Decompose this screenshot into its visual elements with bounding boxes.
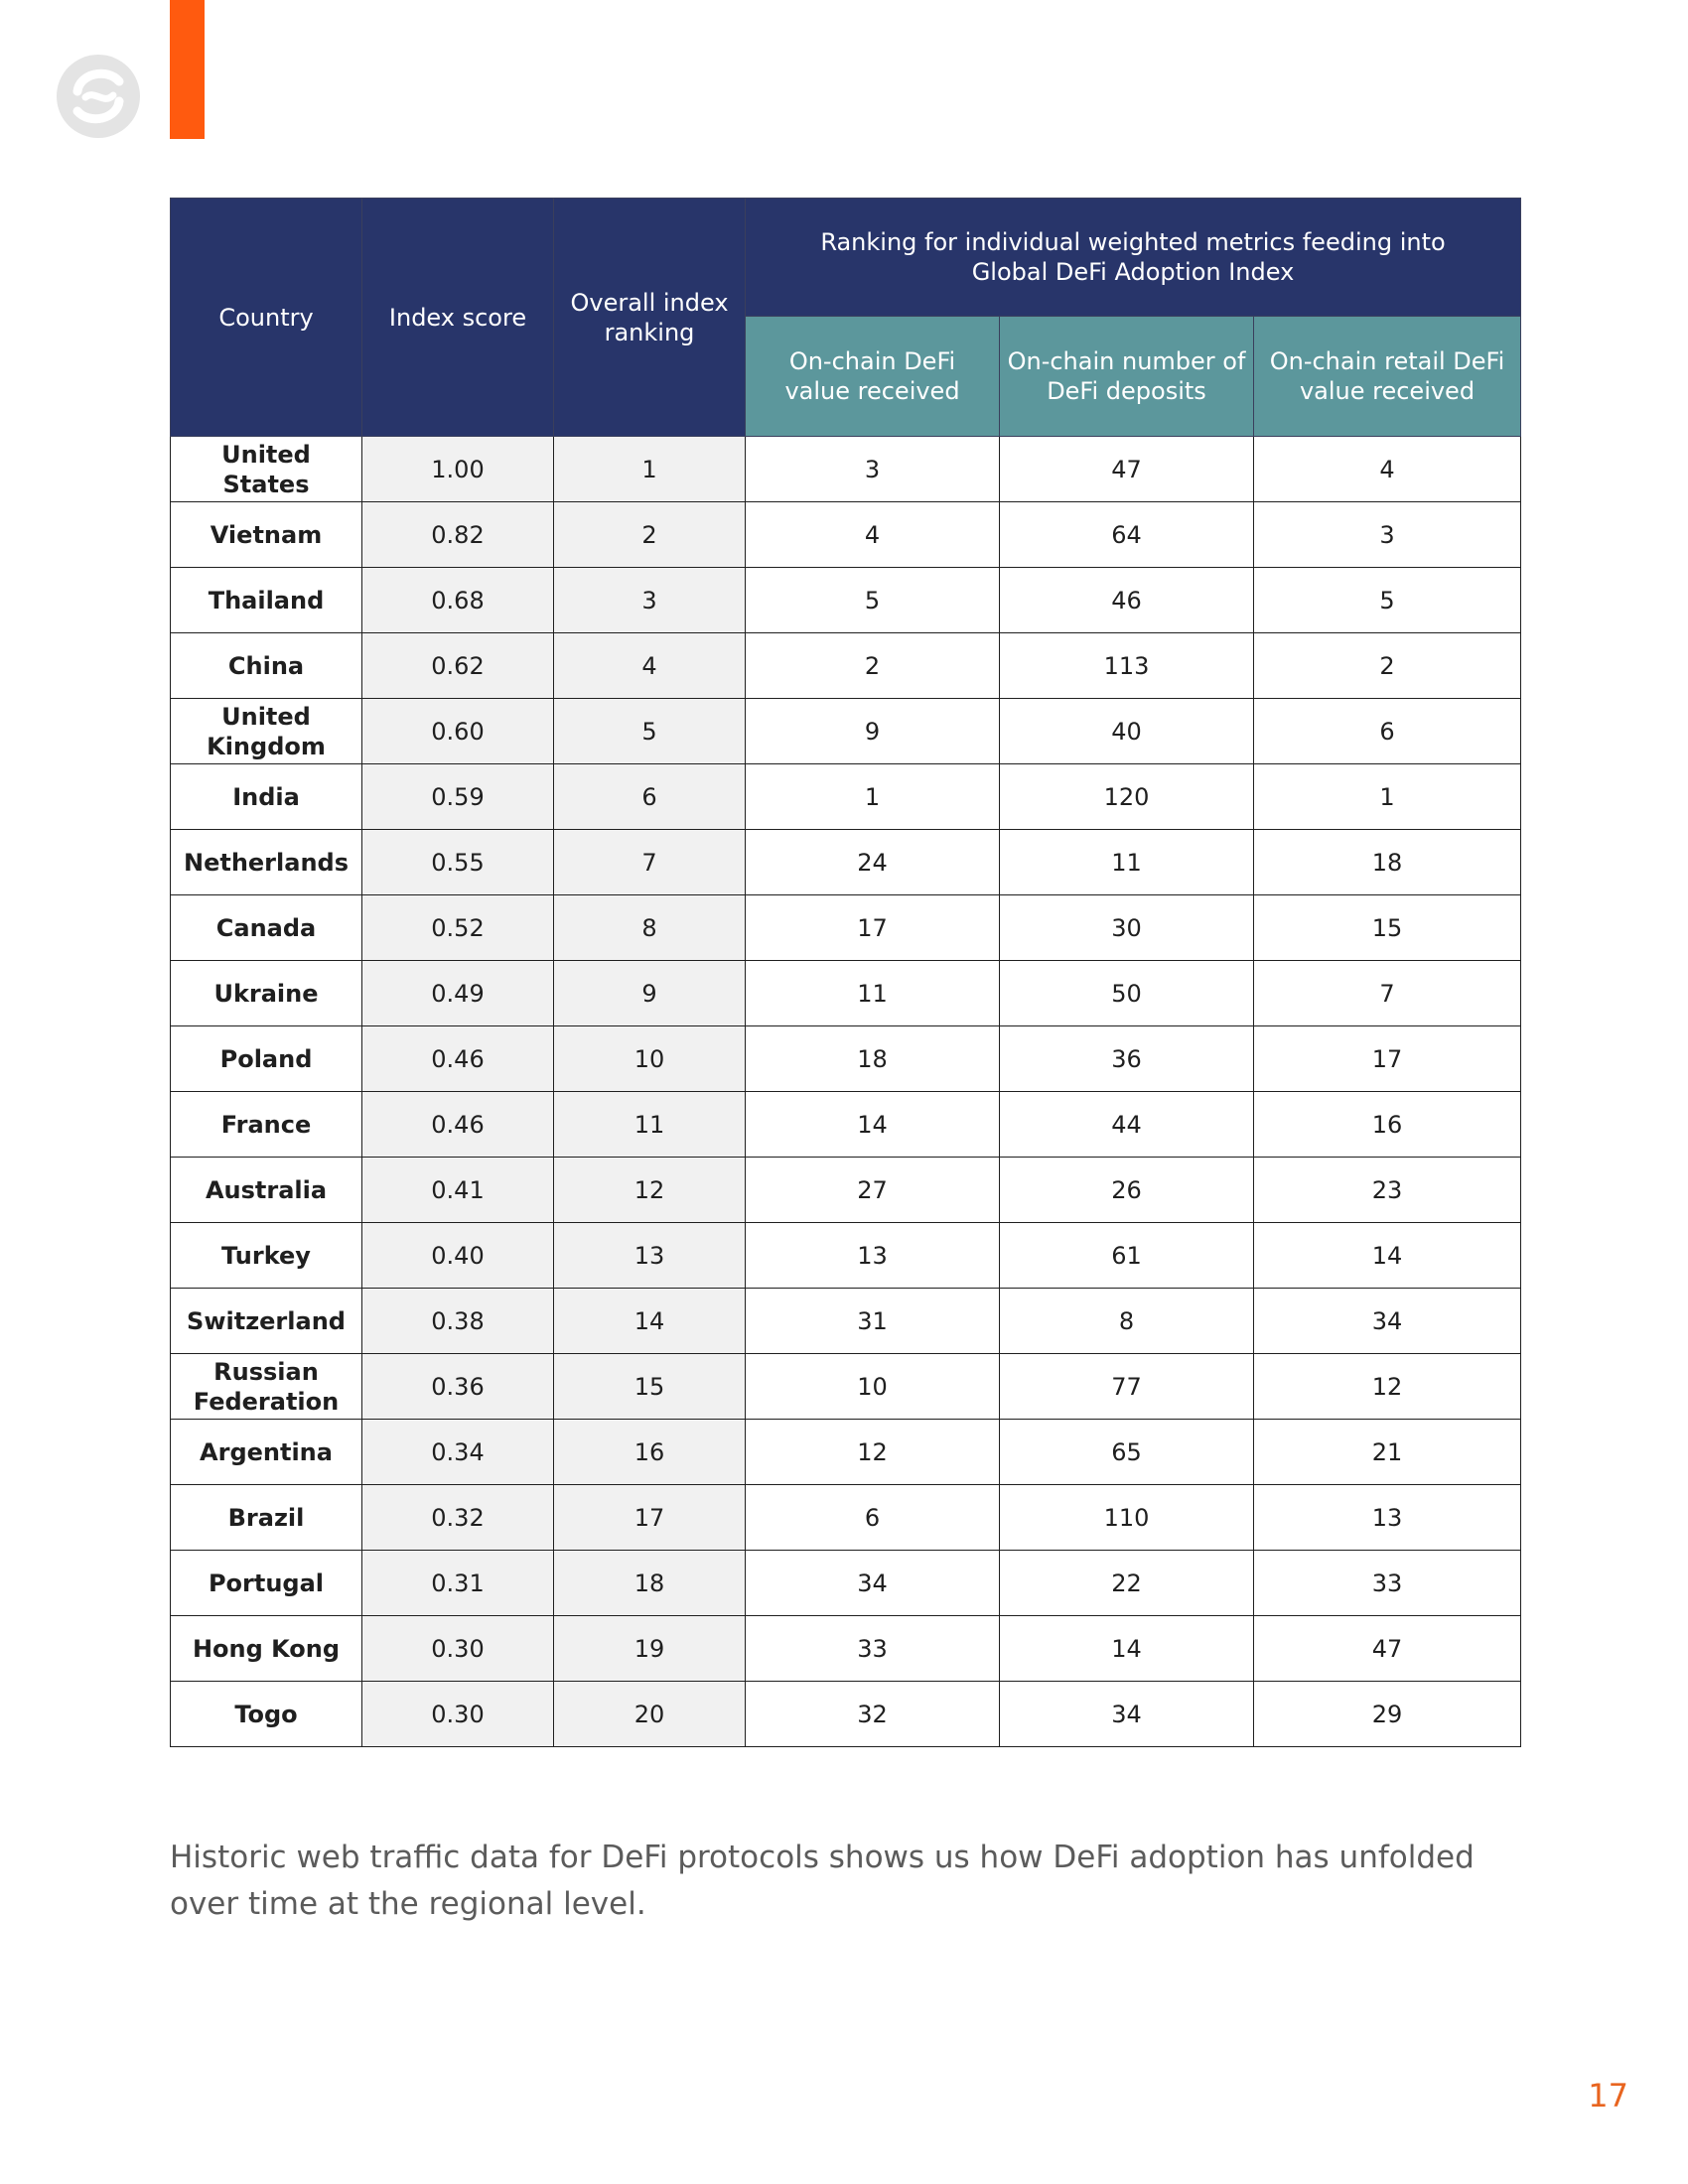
retail-value-rank-cell: 21 — [1254, 1420, 1521, 1485]
deposits-rank-cell: 113 — [1000, 633, 1254, 699]
table-row — [171, 633, 1521, 699]
table-row — [171, 502, 1521, 568]
chainalysis-logo-icon — [56, 54, 141, 139]
deposits-rank-cell: 26 — [1000, 1158, 1254, 1223]
overall-ranking-cell: 16 — [554, 1420, 746, 1485]
value-received-rank-cell: 4 — [746, 502, 1000, 568]
deposits-rank-cell: 120 — [1000, 764, 1254, 830]
header-overall-ranking: Overall index ranking — [554, 199, 746, 437]
country-cell: Australia — [171, 1158, 362, 1223]
overall-ranking-cell: 6 — [554, 764, 746, 830]
retail-value-rank-cell: 5 — [1254, 568, 1521, 633]
table-row — [171, 1420, 1521, 1485]
retail-value-rank-cell: 6 — [1254, 699, 1521, 764]
value-received-rank-cell: 5 — [746, 568, 1000, 633]
overall-ranking-cell: 13 — [554, 1223, 746, 1289]
table-row — [171, 764, 1521, 830]
header-index-score: Index score — [362, 199, 554, 437]
value-received-rank-cell: 11 — [746, 961, 1000, 1026]
index-score-cell: 0.30 — [362, 1616, 554, 1682]
value-received-rank-cell: 1 — [746, 764, 1000, 830]
index-score-cell: 0.34 — [362, 1420, 554, 1485]
table-row — [171, 895, 1521, 961]
country-cell: China — [171, 633, 362, 699]
overall-ranking-cell: 4 — [554, 633, 746, 699]
table-row — [171, 1551, 1521, 1616]
country-cell: Canada — [171, 895, 362, 961]
table-row — [171, 568, 1521, 633]
deposits-rank-cell: 77 — [1000, 1354, 1254, 1420]
value-received-rank-cell: 13 — [746, 1223, 1000, 1289]
value-received-rank-cell: 9 — [746, 699, 1000, 764]
country-cell: India — [171, 764, 362, 830]
overall-ranking-cell: 8 — [554, 895, 746, 961]
retail-value-rank-cell: 29 — [1254, 1682, 1521, 1747]
table-row — [171, 830, 1521, 895]
deposits-rank-cell: 47 — [1000, 437, 1254, 502]
retail-value-rank-cell: 12 — [1254, 1354, 1521, 1420]
value-received-rank-cell: 18 — [746, 1026, 1000, 1092]
table-row — [171, 1354, 1521, 1420]
deposits-rank-cell: 14 — [1000, 1616, 1254, 1682]
country-cell: Ukraine — [171, 961, 362, 1026]
table-row — [171, 1616, 1521, 1682]
index-score-cell: 0.32 — [362, 1485, 554, 1551]
value-received-rank-cell: 3 — [746, 437, 1000, 502]
table-row — [171, 1026, 1521, 1092]
value-received-rank-cell: 33 — [746, 1616, 1000, 1682]
country-cell: Netherlands — [171, 830, 362, 895]
index-score-cell: 0.30 — [362, 1682, 554, 1747]
retail-value-rank-cell: 7 — [1254, 961, 1521, 1026]
retail-value-rank-cell: 2 — [1254, 633, 1521, 699]
index-score-cell: 1.00 — [362, 437, 554, 502]
country-cell: United States — [171, 437, 362, 502]
page-number: 17 — [1588, 2077, 1628, 2115]
overall-ranking-cell: 10 — [554, 1026, 746, 1092]
overall-ranking-cell: 14 — [554, 1289, 746, 1354]
header-deposits: On-chain number of DeFi deposits — [1000, 317, 1254, 437]
overall-ranking-cell: 20 — [554, 1682, 746, 1747]
table-row — [171, 1485, 1521, 1551]
value-received-rank-cell: 31 — [746, 1289, 1000, 1354]
retail-value-rank-cell: 17 — [1254, 1026, 1521, 1092]
deposits-rank-cell: 65 — [1000, 1420, 1254, 1485]
overall-ranking-cell: 1 — [554, 437, 746, 502]
deposits-rank-cell: 50 — [1000, 961, 1254, 1026]
country-cell: Turkey — [171, 1223, 362, 1289]
country-cell: United Kingdom — [171, 699, 362, 764]
value-received-rank-cell: 12 — [746, 1420, 1000, 1485]
value-received-rank-cell: 6 — [746, 1485, 1000, 1551]
value-received-rank-cell: 27 — [746, 1158, 1000, 1223]
index-score-cell: 0.31 — [362, 1551, 554, 1616]
country-cell: France — [171, 1092, 362, 1158]
deposits-rank-cell: 61 — [1000, 1223, 1254, 1289]
index-score-cell: 0.60 — [362, 699, 554, 764]
defi-adoption-table — [170, 198, 1521, 1747]
value-received-rank-cell: 32 — [746, 1682, 1000, 1747]
overall-ranking-cell: 3 — [554, 568, 746, 633]
body-paragraph: Historic web traffic data for DeFi protocols shows us how DeFi adoption has unfolded over time at the regional level. — [170, 1840, 1475, 1922]
overall-ranking-cell: 11 — [554, 1092, 746, 1158]
overall-ranking-cell: 12 — [554, 1158, 746, 1223]
index-score-cell: 0.68 — [362, 568, 554, 633]
overall-ranking-cell: 2 — [554, 502, 746, 568]
deposits-rank-cell: 8 — [1000, 1289, 1254, 1354]
retail-value-rank-cell: 15 — [1254, 895, 1521, 961]
retail-value-rank-cell: 14 — [1254, 1223, 1521, 1289]
table-row — [171, 437, 1521, 502]
deposits-rank-cell: 40 — [1000, 699, 1254, 764]
retail-value-rank-cell: 33 — [1254, 1551, 1521, 1616]
deposits-rank-cell: 44 — [1000, 1092, 1254, 1158]
country-cell: Vietnam — [171, 502, 362, 568]
deposits-rank-cell: 64 — [1000, 502, 1254, 568]
retail-value-rank-cell: 3 — [1254, 502, 1521, 568]
country-cell: Switzerland — [171, 1289, 362, 1354]
overall-ranking-cell: 5 — [554, 699, 746, 764]
country-cell: Hong Kong — [171, 1616, 362, 1682]
index-score-cell: 0.41 — [362, 1158, 554, 1223]
value-received-rank-cell: 34 — [746, 1551, 1000, 1616]
country-cell: Russian Federation — [171, 1354, 362, 1420]
index-score-cell: 0.46 — [362, 1026, 554, 1092]
header-value-received: On-chain DeFi value received — [746, 317, 1000, 437]
header-retail-value: On-chain retail DeFi value received — [1254, 317, 1521, 437]
table-row — [171, 1223, 1521, 1289]
country-cell: Thailand — [171, 568, 362, 633]
index-score-cell: 0.40 — [362, 1223, 554, 1289]
value-received-rank-cell: 14 — [746, 1092, 1000, 1158]
header-country: Country — [171, 199, 362, 437]
index-score-cell: 0.36 — [362, 1354, 554, 1420]
value-received-rank-cell: 2 — [746, 633, 1000, 699]
retail-value-rank-cell: 16 — [1254, 1092, 1521, 1158]
overall-ranking-cell: 7 — [554, 830, 746, 895]
index-score-cell: 0.46 — [362, 1092, 554, 1158]
retail-value-rank-cell: 13 — [1254, 1485, 1521, 1551]
index-score-cell: 0.55 — [362, 830, 554, 895]
overall-ranking-cell: 9 — [554, 961, 746, 1026]
index-score-cell: 0.52 — [362, 895, 554, 961]
country-cell: Togo — [171, 1682, 362, 1747]
table-row — [171, 1158, 1521, 1223]
retail-value-rank-cell: 23 — [1254, 1158, 1521, 1223]
table-row — [171, 1289, 1521, 1354]
deposits-rank-cell: 30 — [1000, 895, 1254, 961]
deposits-rank-cell: 46 — [1000, 568, 1254, 633]
header-metrics-group: Ranking for individual weighted metrics feeding into Global DeFi Adoption Index — [746, 199, 1521, 317]
overall-ranking-cell: 19 — [554, 1616, 746, 1682]
retail-value-rank-cell: 47 — [1254, 1616, 1521, 1682]
index-score-cell: 0.82 — [362, 502, 554, 568]
deposits-rank-cell: 11 — [1000, 830, 1254, 895]
country-cell: Poland — [171, 1026, 362, 1092]
index-score-cell: 0.62 — [362, 633, 554, 699]
accent-bar — [170, 0, 205, 139]
table-row — [171, 1682, 1521, 1747]
index-score-cell: 0.49 — [362, 961, 554, 1026]
overall-ranking-cell: 17 — [554, 1485, 746, 1551]
deposits-rank-cell: 110 — [1000, 1485, 1254, 1551]
deposits-rank-cell: 34 — [1000, 1682, 1254, 1747]
table-row — [171, 1092, 1521, 1158]
retail-value-rank-cell: 1 — [1254, 764, 1521, 830]
retail-value-rank-cell: 4 — [1254, 437, 1521, 502]
overall-ranking-cell: 18 — [554, 1551, 746, 1616]
index-score-cell: 0.38 — [362, 1289, 554, 1354]
table-row — [171, 699, 1521, 764]
retail-value-rank-cell: 18 — [1254, 830, 1521, 895]
value-received-rank-cell: 10 — [746, 1354, 1000, 1420]
table-row — [171, 961, 1521, 1026]
value-received-rank-cell: 17 — [746, 895, 1000, 961]
retail-value-rank-cell: 34 — [1254, 1289, 1521, 1354]
deposits-rank-cell: 36 — [1000, 1026, 1254, 1092]
value-received-rank-cell: 24 — [746, 830, 1000, 895]
deposits-rank-cell: 22 — [1000, 1551, 1254, 1616]
index-score-cell: 0.59 — [362, 764, 554, 830]
overall-ranking-cell: 15 — [554, 1354, 746, 1420]
country-cell: Argentina — [171, 1420, 362, 1485]
country-cell: Brazil — [171, 1485, 362, 1551]
country-cell: Portugal — [171, 1551, 362, 1616]
